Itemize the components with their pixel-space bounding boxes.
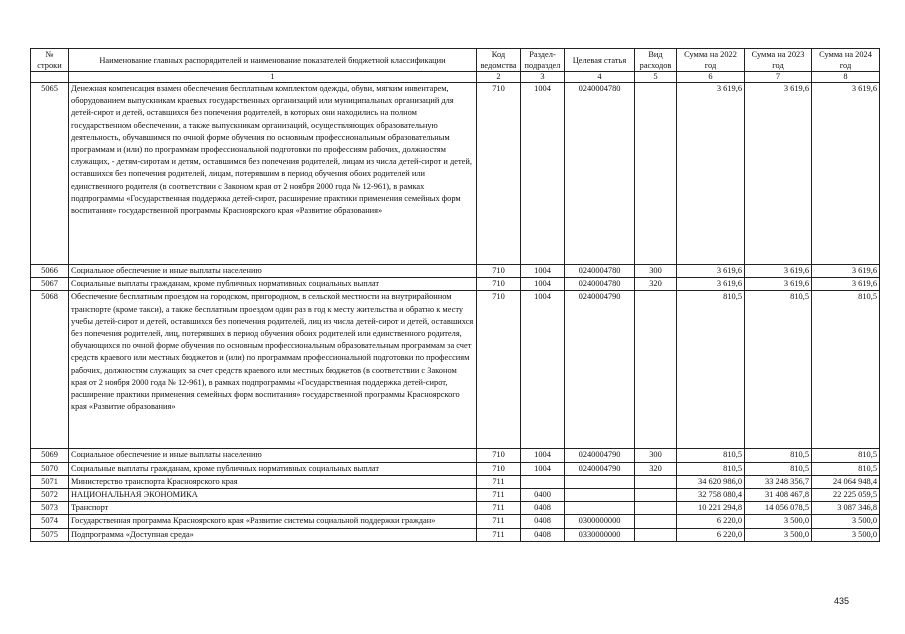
section-code: 1004 bbox=[521, 462, 565, 475]
table-row bbox=[31, 291, 880, 449]
sum-2024: 3 619,6 bbox=[812, 83, 880, 265]
section-code: 0408 bbox=[521, 515, 565, 528]
target-code bbox=[565, 502, 635, 515]
dept-code: 710 bbox=[477, 462, 521, 475]
dept-code: 711 bbox=[477, 475, 521, 488]
dept-code: 710 bbox=[477, 83, 521, 265]
sum-2024: 22 225 059,5 bbox=[812, 489, 880, 502]
sum-2023: 14 056 078,5 bbox=[745, 502, 812, 515]
row-name: Денежная компенсация взамен обеспечения бесплатным комплектом одежды, обуви, мягким инвентарем, оборудованием выпускникам краевых государственных организаций или муниципальных организаций для детей-сирот и детей, оставшихся без попечения родителей, в которых они находились на полном государственном обеспечении, а также выпускникам организаций, осуществляющих образовательную деятельность, обучавшимся по очной форме обучения по основным профессиональным образовательным программам и (или) по программам профессиональной подготовки по профессиям рабочих, должностям служащих, - детям-сиротам и детям, оставшимся без попечения родителей, лицам из числа детей-сирот и детей, оставшихся без попечения родителей, лицам, потерявшим в период обучения обоих родителей или единственного родителя (в соответствии с Законом края от 2 ноября 2000 года № 12-961), в рамках подпрограммы «Государственная поддержка детей-сирот, расширение практики применения семейных форм воспитания» государственной программы Красноярского края «Развитие образования» bbox=[69, 83, 477, 265]
sum-2023: 31 408 467,8 bbox=[745, 489, 812, 502]
header-dept-code: Код ведомства bbox=[477, 49, 521, 72]
section-code: 1004 bbox=[521, 83, 565, 265]
target-code: 0300000000 bbox=[565, 515, 635, 528]
sum-2023: 810,5 bbox=[745, 291, 812, 449]
expense-type bbox=[635, 515, 677, 528]
expense-type bbox=[635, 528, 677, 541]
row-name: Социальные выплаты гражданам, кроме публичных нормативных социальных выплат bbox=[69, 462, 477, 475]
column-number: 4 bbox=[565, 72, 635, 83]
dept-code: 710 bbox=[477, 449, 521, 462]
target-code bbox=[565, 475, 635, 488]
table-row bbox=[31, 265, 880, 278]
table-row bbox=[31, 475, 880, 488]
section-code: 0400 bbox=[521, 489, 565, 502]
header-sum-2023: Сумма на 2023 год bbox=[745, 49, 812, 72]
sum-2023: 3 619,6 bbox=[745, 278, 812, 291]
column-number: 2 bbox=[477, 72, 521, 83]
header-target: Целевая статья bbox=[565, 49, 635, 72]
section-code: 0408 bbox=[521, 502, 565, 515]
sum-2023: 810,5 bbox=[745, 462, 812, 475]
header-name: Наименование главных распорядителей и наименование показателей бюджетной классификации bbox=[69, 49, 477, 72]
table-row bbox=[31, 515, 880, 528]
target-code bbox=[565, 489, 635, 502]
header-exp-type: Вид расходов bbox=[635, 49, 677, 72]
dept-code: 711 bbox=[477, 515, 521, 528]
row-number: 5070 bbox=[31, 462, 69, 475]
expense-type bbox=[635, 489, 677, 502]
column-number: 8 bbox=[812, 72, 880, 83]
section-code bbox=[521, 475, 565, 488]
column-number: 3 bbox=[521, 72, 565, 83]
dept-code: 711 bbox=[477, 502, 521, 515]
row-name: Транспорт bbox=[69, 502, 477, 515]
row-number: 5074 bbox=[31, 515, 69, 528]
page-number: 435 bbox=[834, 596, 850, 606]
table-row bbox=[31, 489, 880, 502]
expense-type: 320 bbox=[635, 278, 677, 291]
dept-code: 710 bbox=[477, 291, 521, 449]
section-code: 0408 bbox=[521, 528, 565, 541]
sum-2023: 33 248 356,7 bbox=[745, 475, 812, 488]
column-number: 6 bbox=[677, 72, 745, 83]
table-row bbox=[31, 528, 880, 541]
target-code: 0240004780 bbox=[565, 278, 635, 291]
sum-2024: 3 619,6 bbox=[812, 278, 880, 291]
section-code: 1004 bbox=[521, 265, 565, 278]
target-code: 0240004790 bbox=[565, 449, 635, 462]
sum-2022: 34 620 986,0 bbox=[677, 475, 745, 488]
sum-2024: 810,5 bbox=[812, 291, 880, 449]
sum-2022: 6 220,0 bbox=[677, 528, 745, 541]
sum-2022: 10 221 294,8 bbox=[677, 502, 745, 515]
target-code: 0240004780 bbox=[565, 265, 635, 278]
sum-2023: 3 500,0 bbox=[745, 515, 812, 528]
table-row bbox=[31, 462, 880, 475]
expense-type: 300 bbox=[635, 449, 677, 462]
column-number: 1 bbox=[69, 72, 477, 83]
sum-2024: 3 087 346,8 bbox=[812, 502, 880, 515]
sum-2022: 810,5 bbox=[677, 462, 745, 475]
section-code: 1004 bbox=[521, 291, 565, 449]
expense-type bbox=[635, 83, 677, 265]
row-name: Социальное обеспечение и иные выплаты населению bbox=[69, 449, 477, 462]
row-number: 5071 bbox=[31, 475, 69, 488]
table-row bbox=[31, 449, 880, 462]
column-number: 5 bbox=[635, 72, 677, 83]
target-code: 0330000000 bbox=[565, 528, 635, 541]
row-number: 5065 bbox=[31, 83, 69, 265]
dept-code: 711 bbox=[477, 489, 521, 502]
expense-type bbox=[635, 291, 677, 449]
row-number: 5069 bbox=[31, 449, 69, 462]
row-number: 5068 bbox=[31, 291, 69, 449]
table-row bbox=[31, 502, 880, 515]
row-name: Социальные выплаты гражданам, кроме публичных нормативных социальных выплат bbox=[69, 278, 477, 291]
target-code: 0240004790 bbox=[565, 462, 635, 475]
row-name: НАЦИОНАЛЬНАЯ ЭКОНОМИКА bbox=[69, 489, 477, 502]
row-number: 5073 bbox=[31, 502, 69, 515]
sum-2023: 3 500,0 bbox=[745, 528, 812, 541]
budget-table bbox=[30, 48, 880, 542]
dept-code: 710 bbox=[477, 278, 521, 291]
row-number: 5067 bbox=[31, 278, 69, 291]
sum-2024: 810,5 bbox=[812, 462, 880, 475]
sum-2023: 3 619,6 bbox=[745, 265, 812, 278]
table-row bbox=[31, 83, 880, 265]
table-body bbox=[31, 83, 880, 542]
row-name: Обеспечение бесплатным проездом на городском, пригородном, в сельской местности на внутрирайонном транспорте (кроме такси), а также бесплатным проездом один раз в год к месту жительства и обратно к месту учебы детей-сирот и детей, оставшихся без попечения родителей, лиц из числа детей-сирот и детей, оставшихся без попечения родителей, лиц, потерявших в период обучения обоих родителей или единственного родителя, обучающихся по очной форме обучения по основным профессиональным образовательным программам за счет средств краевого или местных бюджетов и (или) по программам профессиональной подготовки по профессиям рабочих, должностям служащих за счет средств краевого или местных бюджетов (в соответствии с Законом края от 2 ноября 2000 года № 12-961), в рамках подпрограммы «Государственная поддержка детей-сирот, расширение практики применения семейных форм воспитания» государственной программы Красноярского края «Развитие образования» bbox=[69, 291, 477, 449]
expense-type bbox=[635, 475, 677, 488]
dept-code: 710 bbox=[477, 265, 521, 278]
section-code: 1004 bbox=[521, 278, 565, 291]
sum-2022: 3 619,6 bbox=[677, 83, 745, 265]
row-name: Социальное обеспечение и иные выплаты населению bbox=[69, 265, 477, 278]
sum-2023: 3 619,6 bbox=[745, 83, 812, 265]
target-code: 0240004780 bbox=[565, 83, 635, 265]
header-row bbox=[31, 49, 880, 72]
target-code: 0240004790 bbox=[565, 291, 635, 449]
sum-2022: 810,5 bbox=[677, 449, 745, 462]
header-section: Раздел-подраздел bbox=[521, 49, 565, 72]
sum-2024: 810,5 bbox=[812, 449, 880, 462]
expense-type bbox=[635, 502, 677, 515]
row-number: 5066 bbox=[31, 265, 69, 278]
expense-type: 320 bbox=[635, 462, 677, 475]
sum-2022: 3 619,6 bbox=[677, 265, 745, 278]
sum-2024: 3 619,6 bbox=[812, 265, 880, 278]
sum-2024: 24 064 948,4 bbox=[812, 475, 880, 488]
expense-type: 300 bbox=[635, 265, 677, 278]
row-name: Министерство транспорта Красноярского края bbox=[69, 475, 477, 488]
header-sum-2024: Сумма на 2024 год bbox=[812, 49, 880, 72]
section-code: 1004 bbox=[521, 449, 565, 462]
header-row-no: № строки bbox=[31, 49, 69, 72]
row-name: Подпрограмма «Доступная среда» bbox=[69, 528, 477, 541]
row-number: 5075 bbox=[31, 528, 69, 541]
row-name: Государственная программа Красноярского края «Развитие системы социальной поддержки граждан» bbox=[69, 515, 477, 528]
row-number: 5072 bbox=[31, 489, 69, 502]
sum-2022: 3 619,6 bbox=[677, 278, 745, 291]
sum-2022: 6 220,0 bbox=[677, 515, 745, 528]
sum-2024: 3 500,0 bbox=[812, 515, 880, 528]
dept-code: 711 bbox=[477, 528, 521, 541]
column-number: 7 bbox=[745, 72, 812, 83]
header-sum-2022: Сумма на 2022 год bbox=[677, 49, 745, 72]
sum-2022: 810,5 bbox=[677, 291, 745, 449]
table-row bbox=[31, 278, 880, 291]
column-number-row bbox=[31, 72, 880, 83]
sum-2023: 810,5 bbox=[745, 449, 812, 462]
column-number bbox=[31, 72, 69, 83]
sum-2024: 3 500,0 bbox=[812, 528, 880, 541]
sum-2022: 32 758 080,4 bbox=[677, 489, 745, 502]
